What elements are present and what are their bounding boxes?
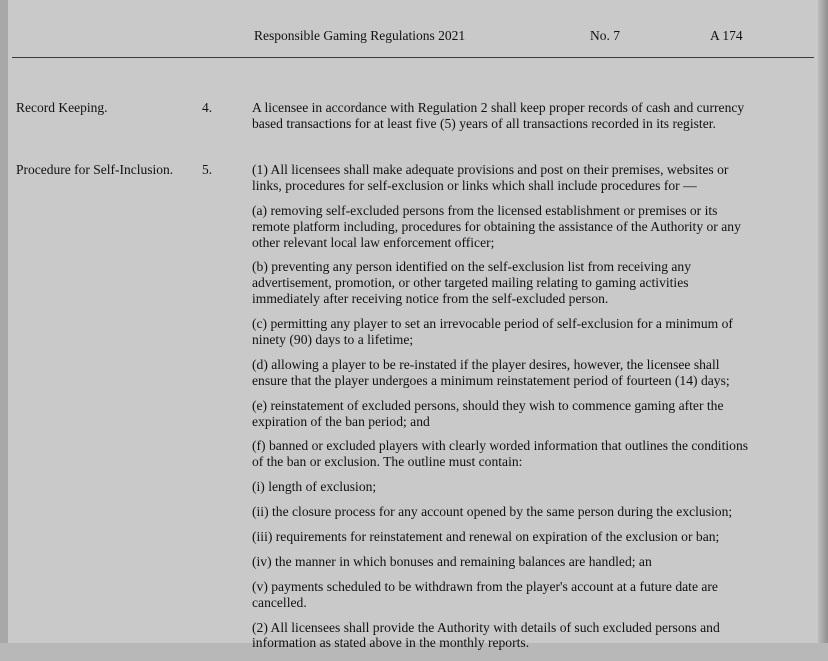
section-content [252, 100, 758, 132]
header-regulation-number: No. 7 [590, 28, 620, 43]
header-divider [12, 57, 814, 58]
paragraph: (ii) the closure process for any account opened by the same person during the exclusion; [252, 504, 733, 520]
paragraph: (a) removing self-excluded persons from the licensed establishment or premises or its remote platform including, procedures for obtaining the assistance of the Authority or any other relevant local law enforcement officer; [252, 202, 741, 250]
section-number: 4. [202, 100, 213, 115]
paragraph: A licensee in accordance with Regulation 2 shall keep proper records of cash and currency based transactions for at least five (5) years of all transactions recorded in its register. [252, 100, 745, 131]
paragraph: (c) permitting any player to set an irrevocable period of self-exclusion for a minimum of ninety (90) days to a lifetime; [252, 316, 733, 348]
section-number: 5. [202, 162, 213, 177]
header-document-title: Responsible Gaming Regulations 2021 [254, 28, 466, 43]
page-header [12, 28, 814, 54]
section-procedure-for-self-inclusion [0, 162, 828, 651]
section-content [252, 162, 758, 651]
document-body [0, 100, 828, 661]
marginal-note: Record Keeping. [16, 100, 108, 115]
paragraph: (iv) the manner in which bonuses and remaining balances are handled; an [252, 553, 652, 569]
section-record-keeping [0, 100, 828, 152]
paragraph: (f) banned or excluded players with clearly worded information that outlines the conditions of the ban or exclusion. The outline must contain: [252, 438, 749, 470]
marginal-note: Procedure for Self-Inclusion. [16, 162, 174, 177]
paragraph: (b) preventing any person identified on the self-exclusion list from receiving any advertisement, promotion, or other targeted mailing relating to gaming activities immediately after receiving notice from the self-excluded person. [252, 259, 692, 307]
paragraph: (v) payments scheduled to be withdrawn from the player's account at a future date are cancelled. [252, 578, 718, 610]
paragraph: (2) All licensees shall provide the Authority with details of such excluded persons and information as stated above in the monthly reports. [252, 619, 720, 651]
header-page-number: A 174 [710, 28, 743, 43]
paragraph: (e) reinstatement of excluded persons, should they wish to commence gaming after the expiration of the ban period; and [252, 397, 724, 429]
paragraph: (iii) requirements for reinstatement and renewal on expiration of the exclusion or ban; [252, 529, 720, 545]
paragraph: (d) allowing a player to be re-instated if the player desires, however, the licensee shall ensure that the player undergoes a minimum reinstatement period of fourteen (14) days; [252, 356, 730, 388]
paragraph: (1) All licensees shall make adequate provisions and post on their premises, websites or links, procedures for self-exclusion or links which shall include procedures for — [252, 162, 729, 193]
paragraph: (i) length of exclusion; [252, 479, 377, 495]
